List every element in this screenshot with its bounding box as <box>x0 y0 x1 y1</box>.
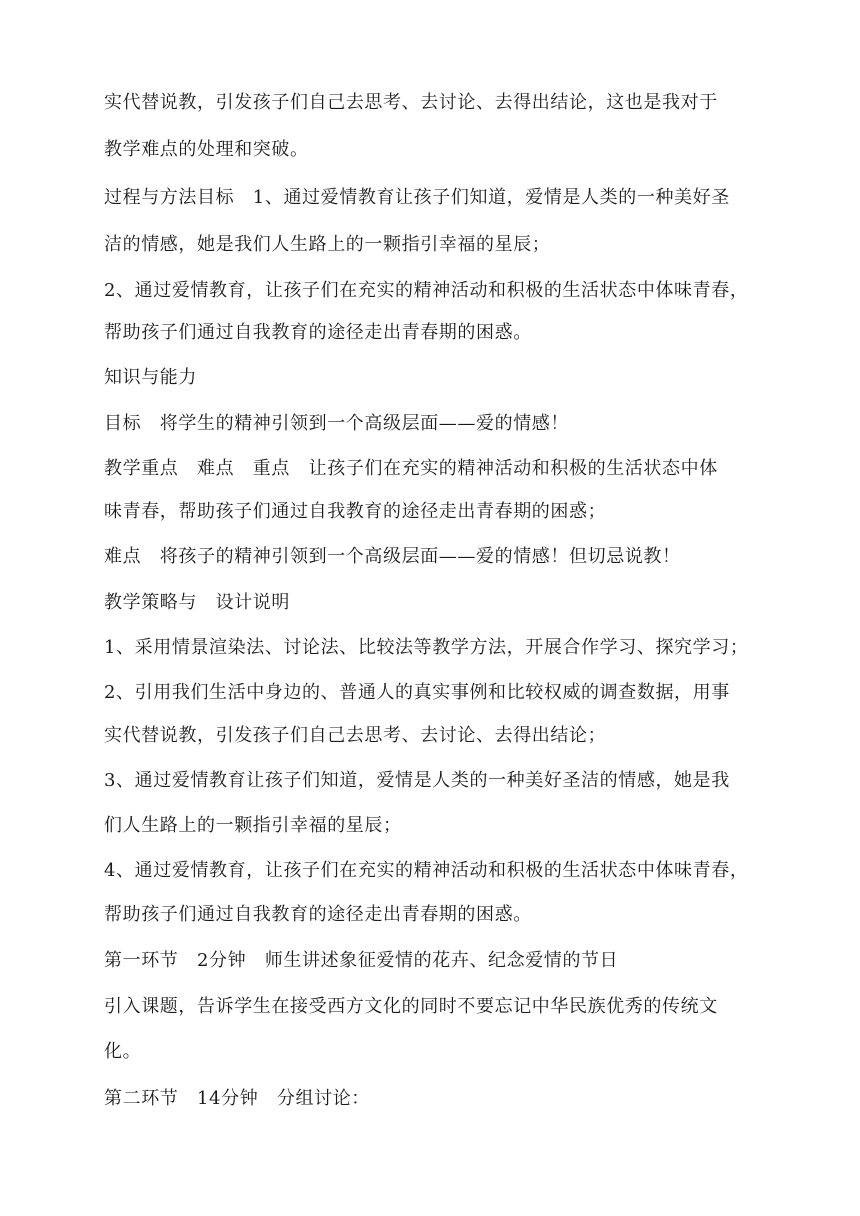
paragraph-line: 2、通过爱情教育，让孩子们在充实的精神活动和积极的生活状态中体味青春， <box>104 280 749 301</box>
section-heading: 教学策略与 设计说明 <box>104 592 290 613</box>
paragraph-line: 引入课题，告诉学生在接受西方文化的同时不要忘记中华民族优秀的传统文 <box>104 996 718 1017</box>
paragraph-line: 味青春，帮助孩子们通过自我教育的途径走出青春期的困惑； <box>104 501 607 522</box>
paragraph-line: 实代替说教，引发孩子们自己去思考、去讨论、去得出结论，这也是我对于 <box>104 92 718 113</box>
list-item-line: 4、通过爱情教育，让孩子们在充实的精神活动和积极的生活状态中体味青春， <box>104 860 749 881</box>
list-item-line: 们人生路上的一颗指引幸福的星辰； <box>104 815 402 836</box>
paragraph-line: 帮助孩子们通过自我教育的途径走出青春期的困惑。 <box>104 322 532 343</box>
list-item-line: 帮助孩子们通过自我教育的途径走出青春期的困惑。 <box>104 904 532 925</box>
paragraph-line: 目标 将学生的精神引领到一个高级层面——爱的情感！ <box>104 413 569 434</box>
paragraph-line: 教学难点的处理和突破。 <box>104 139 309 160</box>
list-item-line: 3、通过爱情教育让孩子们知道，爱情是人类的一种美好圣洁的情感，她是我 <box>104 770 730 791</box>
list-item-line: 1、采用情景渲染法、讨论法、比较法等教学方法，开展合作学习、探究学习； <box>104 637 749 658</box>
paragraph-line: 第二环节 14分钟 分组讨论： <box>104 1088 370 1109</box>
paragraph-line: 过程与方法目标 1、通过爱情教育让孩子们知道，爱情是人类的一种美好圣 <box>104 187 730 208</box>
list-item-line: 实代替说教，引发孩子们自己去思考、去讨论、去得出结论； <box>104 725 607 746</box>
paragraph-line: 第一环节 2分钟 师生讲述象征爱情的花卉、纪念爱情的节日 <box>104 950 619 971</box>
paragraph-line: 教学重点 难点 重点 让孩子们在充实的精神活动和积极的生活状态中体 <box>104 458 718 479</box>
section-heading: 知识与能力 <box>104 367 197 388</box>
paragraph-line: 洁的情感，她是我们人生路上的一颗指引幸福的星辰； <box>104 234 551 255</box>
paragraph-line: 化。 <box>104 1041 142 1062</box>
list-item-line: 2、引用我们生活中身边的、普通人的真实事例和比较权威的调查数据，用事 <box>104 682 730 703</box>
paragraph-line: 难点 将孩子的精神引领到一个高级层面——爱的情感！但切忌说教！ <box>104 546 681 567</box>
